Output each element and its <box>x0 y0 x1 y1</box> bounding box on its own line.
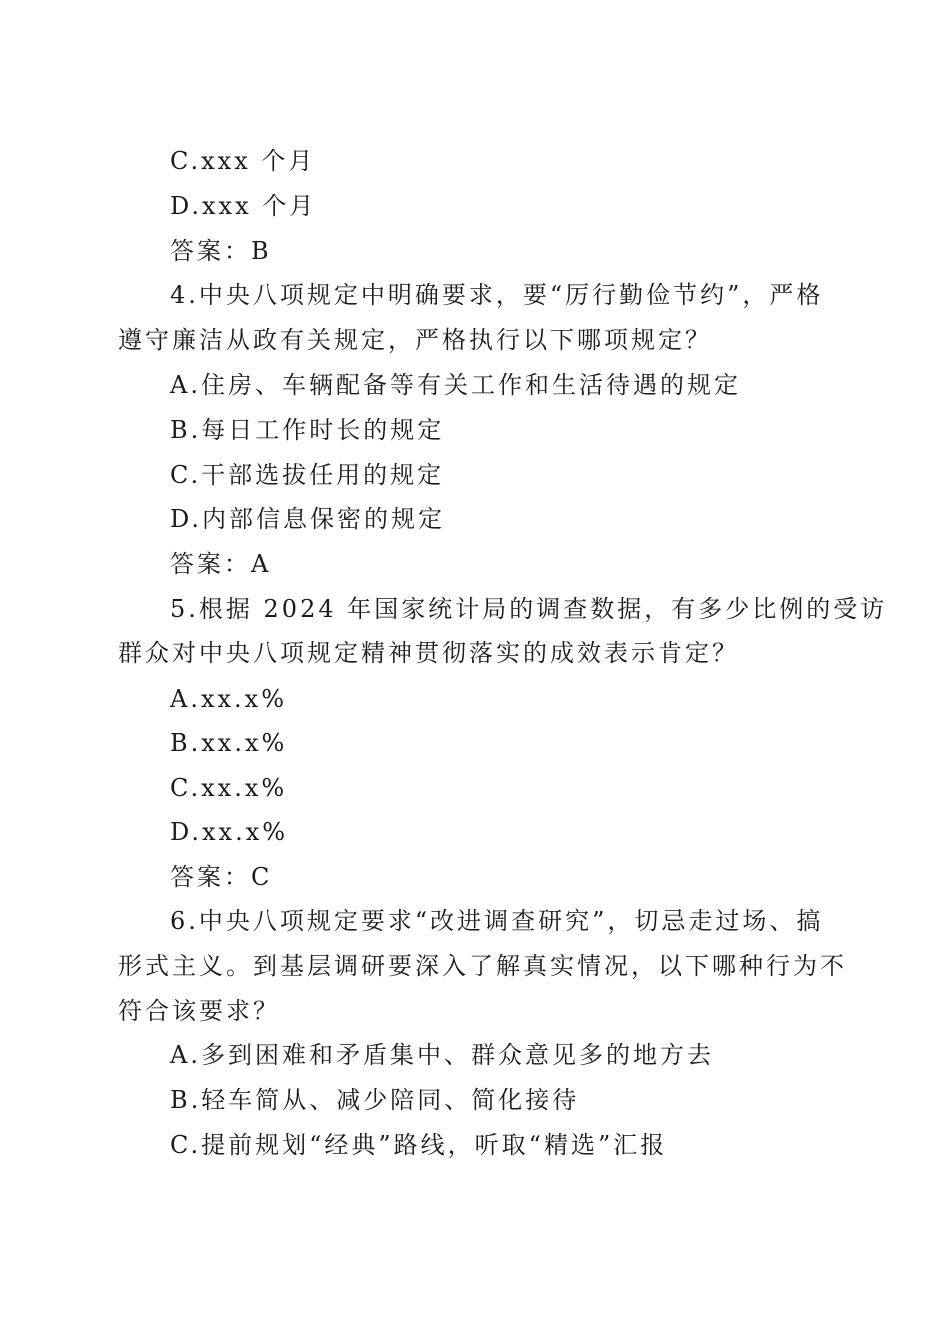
option-d-q5: D.xx.x% <box>170 818 289 846</box>
option-b-q4: B.每日工作时长的规定 <box>170 416 445 444</box>
question-6-line-2: 形式主义。到基层调研要深入了解真实情况，以下哪种行为不 <box>118 952 847 980</box>
answer-q4: 答案：A <box>170 550 272 578</box>
option-a-q6: A.多到困难和矛盾集中、群众意见多的地方去 <box>170 1041 714 1069</box>
question-6-line-3: 符合该要求？ <box>118 997 280 1025</box>
question-5-line-1: 5.根据 2024 年国家统计局的调查数据，有多少比例的受访 <box>170 595 888 623</box>
option-a-q4: A.住房、车辆配备等有关工作和生活待遇的规定 <box>170 371 741 399</box>
option-d-q4: D.内部信息保密的规定 <box>170 505 446 533</box>
option-c-q6: C.提前规划“经典”路线，听取“精选”汇报 <box>170 1131 668 1159</box>
option-d-q3: D.xxx 个月 <box>170 192 317 220</box>
option-b-q5: B.xx.x% <box>170 729 288 757</box>
answer-q5: 答案：C <box>170 863 273 891</box>
option-c-q4: C.干部选拔任用的规定 <box>170 461 445 489</box>
question-6-line-1: 6.中央八项规定要求“改进调查研究”，切忌走过场、搞 <box>170 907 824 935</box>
question-4-line-1: 4.中央八项规定中明确要求，要“厉行勤俭节约”，严格 <box>170 281 824 309</box>
answer-q3: 答案：B <box>170 237 272 265</box>
option-c-q3: C.xxx 个月 <box>170 147 316 175</box>
question-4-line-2: 遵守廉洁从政有关规定，严格执行以下哪项规定？ <box>118 326 712 354</box>
option-b-q6: B.轻车简从、减少陪同、简化接待 <box>170 1086 580 1114</box>
question-5-line-2: 群众对中央八项规定精神贯彻落实的成效表示肯定？ <box>118 639 739 667</box>
option-a-q5: A.xx.x% <box>170 685 287 713</box>
option-c-q5: C.xx.x% <box>170 774 288 802</box>
